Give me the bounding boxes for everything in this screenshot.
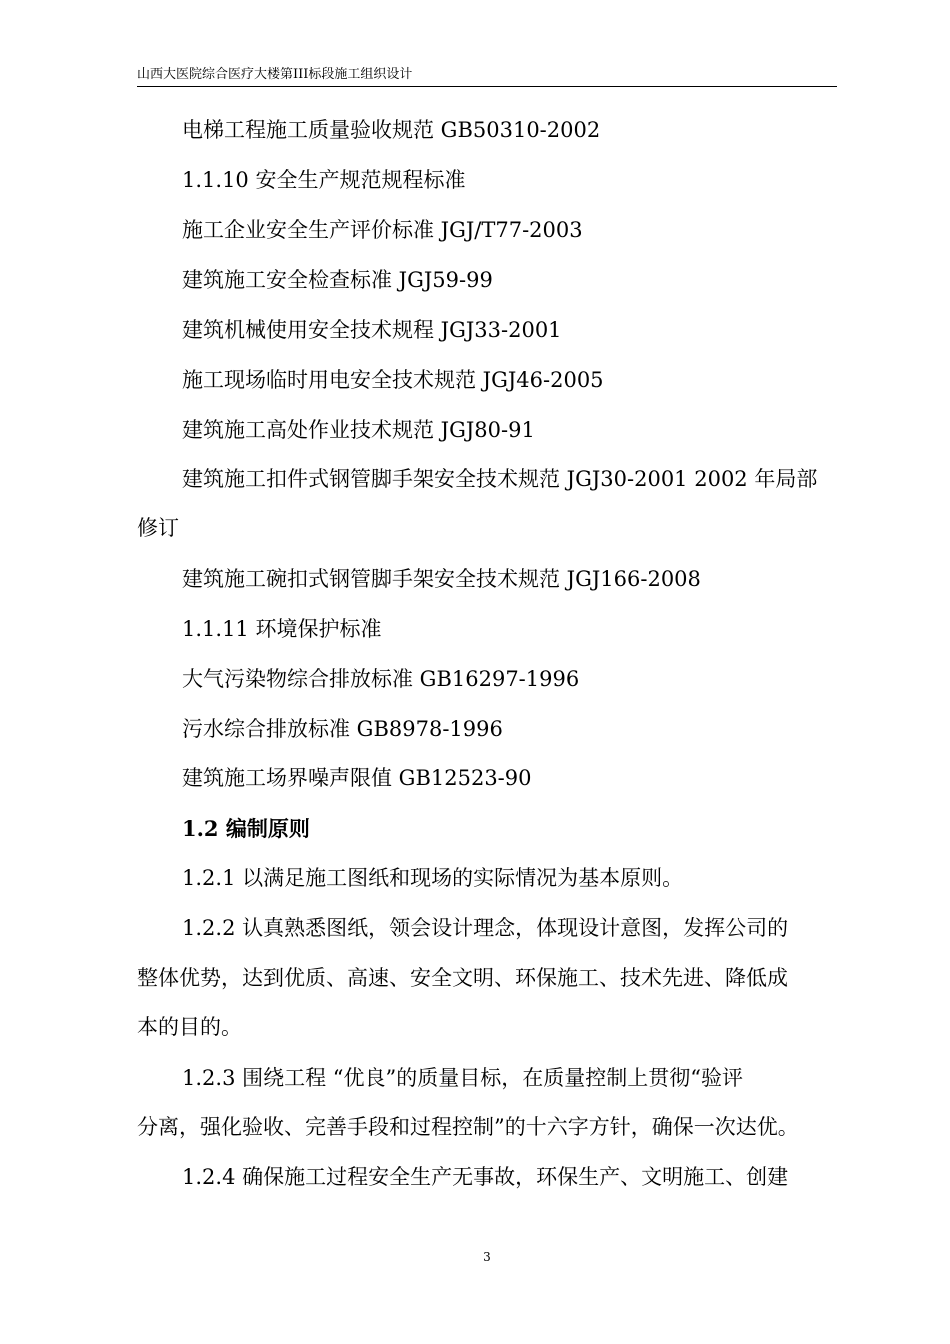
standard-coupler-scaffold-continued: 修订 bbox=[137, 516, 179, 540]
standard-coupler-scaffold: 建筑施工扣件式钢管脚手架安全技术规范 JGJ30-2001 2002 年局部 bbox=[182, 467, 818, 491]
standard-noise-limits: 建筑施工场界噪声限值 GB12523-90 bbox=[182, 766, 532, 790]
standard-work-at-height: 建筑施工高处作业技术规范 JGJ80-91 bbox=[182, 418, 535, 442]
principle-1-2-2-line-1: 1.2.2 认真熟悉图纸，领会设计理念，体现设计意图，发挥公司的 bbox=[182, 916, 789, 940]
standard-safety-evaluation: 施工企业安全生产评价标准 JGJ/T77-2003 bbox=[182, 218, 583, 242]
running-header: 山西大医院综合医疗大楼第III标段施工组织设计 bbox=[137, 67, 413, 82]
page-number: 3 bbox=[483, 1250, 491, 1264]
principle-1-2-3-line-2: 分离，强化验收、完善手段和过程控制”的十六字方针，确保一次达优。 bbox=[137, 1115, 799, 1139]
section-heading-1-2: 1.2 编制原则 bbox=[182, 816, 310, 841]
header-divider bbox=[137, 86, 837, 87]
standard-machinery-safety: 建筑机械使用安全技术规程 JGJ33-2001 bbox=[182, 318, 562, 342]
principle-1-2-3-line-1: 1.2.3 围绕工程 “优良”的质量目标，在质量控制上贯彻“验评 bbox=[182, 1066, 743, 1090]
principle-1-2-4-line-1: 1.2.4 确保施工过程安全生产无事故，环保生产、文明施工、创建 bbox=[182, 1165, 789, 1189]
standard-air-pollutants: 大气污染物综合排放标准 GB16297-1996 bbox=[182, 667, 580, 691]
standard-bowl-scaffold: 建筑施工碗扣式钢管脚手架安全技术规范 JGJ166-2008 bbox=[182, 567, 701, 591]
principle-1-2-2-line-2: 整体优势，达到优质、高速、安全文明、环保施工、技术先进、降低成 bbox=[137, 966, 788, 990]
standard-temporary-electricity: 施工现场临时用电安全技术规范 JGJ46-2005 bbox=[182, 368, 604, 392]
principle-1-2-2-line-3: 本的目的。 bbox=[137, 1015, 242, 1039]
standard-wastewater: 污水综合排放标准 GB8978-1996 bbox=[182, 717, 503, 741]
standard-elevator: 电梯工程施工质量验收规范 GB50310-2002 bbox=[182, 118, 601, 142]
principle-1-2-1: 1.2.1 以满足施工图纸和现场的实际情况为基本原则。 bbox=[182, 866, 684, 890]
section-heading-1-1-11: 1.1.11 环境保护标准 bbox=[182, 617, 382, 641]
standard-safety-inspection: 建筑施工安全检查标准 JGJ59-99 bbox=[182, 268, 493, 292]
section-heading-1-1-10: 1.1.10 安全生产规范规程标准 bbox=[182, 168, 466, 192]
